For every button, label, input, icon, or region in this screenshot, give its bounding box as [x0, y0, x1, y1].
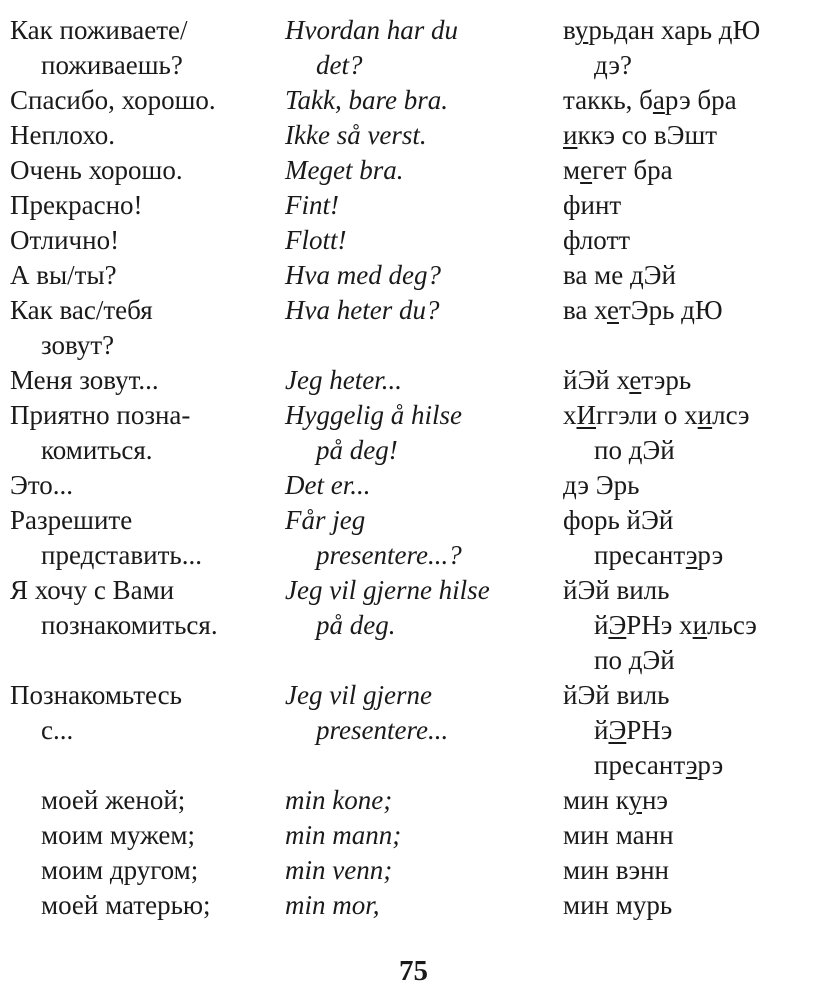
pronunciation-line [563, 853, 825, 888]
norwegian-line: presentere...? [316, 540, 462, 570]
russian-line: А вы/ты? [10, 260, 117, 290]
stressed-vowel: а [652, 85, 665, 115]
pronunciation-line [563, 363, 825, 398]
russian-phrase [10, 783, 285, 818]
phrase-row [10, 818, 825, 853]
phrase-row [10, 573, 825, 678]
pronunciation [563, 363, 825, 398]
russian-line: комиться. [41, 435, 153, 465]
norwegian-phrase [285, 888, 563, 923]
norwegian-phrase [285, 83, 563, 118]
pronunciation-text: таккь, б [563, 85, 653, 115]
stressed-vowel: Э [608, 610, 627, 640]
russian-phrase [10, 83, 285, 118]
pronunciation-line [563, 83, 825, 118]
phrase-row [10, 853, 825, 888]
pronunciation [563, 888, 825, 923]
pronunciation-text: рэ [697, 750, 724, 780]
pronunciation-line [563, 713, 825, 748]
pronunciation-text: льсэ [707, 610, 757, 640]
pronunciation [563, 83, 825, 118]
russian-line: познакомиться. [41, 610, 218, 640]
norwegian-phrase [285, 363, 563, 398]
russian-line: Познакомьтесь [10, 680, 182, 710]
norwegian-line: Hyggelig å hilse [285, 400, 462, 430]
pronunciation-line [563, 468, 825, 503]
stressed-vowel: э [685, 540, 698, 570]
norwegian-phrase [285, 573, 563, 678]
russian-phrase [10, 888, 285, 923]
pronunciation [563, 398, 825, 468]
pronunciation-text: тЭрь дЮ [618, 295, 723, 325]
pronunciation-text: гет бра [592, 155, 673, 185]
russian-phrase [10, 363, 285, 398]
pronunciation [563, 853, 825, 888]
russian-phrase [10, 223, 285, 258]
pronunciation-line [563, 888, 825, 923]
phrase-row [10, 678, 825, 783]
pronunciation-text: флотт [563, 225, 631, 255]
russian-line: моим мужем; [41, 820, 195, 850]
norwegian-line: Jeg heter... [285, 365, 402, 395]
norwegian-line: Flott! [285, 225, 347, 255]
phrase-row [10, 258, 825, 293]
pronunciation-text: йЭй виль [563, 680, 670, 710]
pronunciation-line [563, 223, 825, 258]
pronunciation [563, 153, 825, 188]
russian-phrase [10, 678, 285, 783]
pronunciation-text: лсэ [712, 400, 750, 430]
pronunciation-text: по дЭй [594, 435, 675, 465]
pronunciation [563, 573, 825, 678]
pronunciation-text: рэ бра [664, 85, 737, 115]
russian-line: Как поживаете/ [10, 15, 188, 45]
russian-phrase [10, 503, 285, 573]
norwegian-line: Ikke så verst. [285, 120, 427, 150]
pronunciation-text: мин вэнн [563, 855, 669, 885]
pronunciation-text: рэ [697, 540, 724, 570]
pronunciation-line [563, 818, 825, 853]
norwegian-phrase [285, 13, 563, 83]
phrase-row [10, 363, 825, 398]
russian-line: Очень хорошо. [10, 155, 183, 185]
russian-line: Отлично! [10, 225, 120, 255]
norwegian-phrase [285, 223, 563, 258]
pronunciation-line [563, 398, 825, 433]
norwegian-line: Jeg vil gjerne [285, 680, 432, 710]
norwegian-phrase [285, 293, 563, 363]
pronunciation [563, 468, 825, 503]
pronunciation-line [563, 13, 825, 48]
russian-line: Разрешите [10, 505, 133, 535]
russian-phrase [10, 153, 285, 188]
russian-phrase [10, 573, 285, 678]
pronunciation-text: форь йЭй [563, 505, 674, 535]
pronunciation-text: йЭй виль [563, 575, 670, 605]
pronunciation-text: нэ [641, 785, 669, 815]
pronunciation-line [563, 783, 825, 818]
pronunciation-line [563, 118, 825, 153]
russian-phrase [10, 853, 285, 888]
stressed-vowel: Э [608, 715, 627, 745]
norwegian-phrase [285, 818, 563, 853]
pronunciation-text: ггэли о х [596, 400, 698, 430]
stressed-vowel: е [629, 365, 642, 395]
norwegian-phrase [285, 188, 563, 223]
russian-line: поживаешь? [41, 50, 183, 80]
stressed-vowel: и [563, 120, 578, 150]
norwegian-line: Fint! [285, 190, 339, 220]
stressed-vowel: И [576, 400, 596, 430]
pronunciation-text: тэрь [641, 365, 692, 395]
pronunciation [563, 258, 825, 293]
norwegian-line: Får jeg [285, 505, 366, 535]
phrase-row [10, 293, 825, 363]
norwegian-phrase [285, 678, 563, 783]
norwegian-phrase [285, 398, 563, 468]
pronunciation-line [563, 573, 825, 608]
pronunciation-text: РНэ х [626, 610, 693, 640]
pronunciation [563, 678, 825, 783]
norwegian-line: Hva heter du? [285, 295, 440, 325]
pronunciation-text: мин мурь [563, 890, 673, 920]
pronunciation-text: х [563, 400, 577, 430]
russian-phrase [10, 258, 285, 293]
norwegian-line: min mann; [285, 820, 402, 850]
norwegian-line: presentere... [316, 715, 449, 745]
russian-line: зовут? [41, 330, 115, 360]
pronunciation-line [563, 538, 825, 573]
pronunciation-line [563, 503, 825, 538]
norwegian-line: Hvordan har du [285, 15, 458, 45]
norwegian-phrase [285, 853, 563, 888]
pronunciation-text: йЭй х [563, 365, 630, 395]
norwegian-line: på deg! [316, 435, 398, 465]
stressed-vowel: и [697, 400, 713, 430]
pronunciation [563, 13, 825, 83]
pronunciation [563, 118, 825, 153]
pronunciation-text: пресант [594, 540, 686, 570]
pronunciation-text: ккэ со вЭшт [577, 120, 718, 150]
norwegian-line: min venn; [285, 855, 393, 885]
pronunciation-text: РНэ [626, 715, 673, 745]
phrase-row [10, 503, 825, 573]
phrasebook-table [10, 13, 825, 923]
norwegian-phrase [285, 153, 563, 188]
russian-line: моим другом; [41, 855, 199, 885]
russian-phrase [10, 468, 285, 503]
russian-line: моей женой; [41, 785, 186, 815]
pronunciation-text: пресант [594, 750, 686, 780]
phrase-row [10, 118, 825, 153]
norwegian-phrase [285, 118, 563, 153]
russian-line: Неплохо. [10, 120, 115, 150]
russian-line: Меня зовут... [10, 365, 159, 395]
pronunciation-text: рьдан харь дЮ [588, 15, 761, 45]
phrase-row [10, 13, 825, 83]
pronunciation-text: м [563, 155, 581, 185]
page-number: 75 [399, 955, 428, 987]
pronunciation-text: й [594, 715, 609, 745]
russian-line: Это... [10, 470, 74, 500]
norwegian-phrase [285, 258, 563, 293]
russian-line: Спасибо, хорошо. [10, 85, 216, 115]
norwegian-line: min kone; [285, 785, 393, 815]
pronunciation-line [563, 608, 825, 643]
pronunciation [563, 293, 825, 363]
russian-phrase [10, 188, 285, 223]
russian-line: Приятно позна- [10, 400, 191, 430]
russian-phrase [10, 818, 285, 853]
pronunciation-line [563, 188, 825, 223]
pronunciation-line [563, 258, 825, 293]
norwegian-line: Hva med deg? [285, 260, 441, 290]
russian-line: с... [41, 715, 74, 745]
pronunciation [563, 188, 825, 223]
russian-line: моей матерью; [41, 890, 211, 920]
russian-line: Как вас/тебя [10, 295, 153, 325]
pronunciation [563, 503, 825, 573]
norwegian-line: på deg. [316, 610, 396, 640]
russian-line: Прекрасно! [10, 190, 143, 220]
pronunciation-line [563, 643, 825, 678]
russian-phrase [10, 118, 285, 153]
pronunciation-text: ва х [563, 295, 607, 325]
pronunciation [563, 223, 825, 258]
pronunciation-line [563, 433, 825, 468]
phrase-row [10, 223, 825, 258]
pronunciation-line [563, 678, 825, 713]
pronunciation-line [563, 48, 825, 83]
pronunciation-text: мин манн [563, 820, 674, 850]
pronunciation-text: в [563, 15, 575, 45]
phrase-row [10, 83, 825, 118]
russian-phrase [10, 13, 285, 83]
norwegian-phrase [285, 503, 563, 573]
stressed-vowel: у [628, 785, 642, 815]
pronunciation-text: мин к [563, 785, 629, 815]
pronunciation-text: й [594, 610, 609, 640]
norwegian-line: det? [316, 50, 363, 80]
stressed-vowel: е [606, 295, 619, 325]
pronunciation-line [563, 153, 825, 188]
phrase-row [10, 783, 825, 818]
phrase-row [10, 468, 825, 503]
pronunciation-text: ва ме дЭй [563, 260, 676, 290]
pronunciation-text: по дЭй [594, 645, 675, 675]
norwegian-phrase [285, 468, 563, 503]
stressed-vowel: э [685, 750, 698, 780]
stressed-vowel: и [692, 610, 708, 640]
phrase-row [10, 398, 825, 468]
russian-line: Я хочу с Вами [10, 575, 175, 605]
russian-phrase [10, 398, 285, 468]
pronunciation-line [563, 748, 825, 783]
norwegian-line: Meget bra. [285, 155, 404, 185]
pronunciation [563, 818, 825, 853]
pronunciation-text: дэ? [594, 50, 632, 80]
norwegian-line: Det er... [285, 470, 371, 500]
russian-phrase [10, 293, 285, 363]
pronunciation [563, 783, 825, 818]
phrase-row [10, 153, 825, 188]
norwegian-phrase [285, 783, 563, 818]
stressed-vowel: у [574, 15, 589, 45]
pronunciation-line [563, 293, 825, 328]
norwegian-line: Jeg vil gjerne hilse [285, 575, 490, 605]
phrase-row [10, 888, 825, 923]
pronunciation-text: финт [563, 190, 622, 220]
phrase-row [10, 188, 825, 223]
norwegian-line: Takk, bare bra. [285, 85, 449, 115]
stressed-vowel: е [580, 155, 593, 185]
pronunciation-text: дэ Эрь [563, 470, 640, 500]
norwegian-line: min mor, [285, 890, 380, 920]
russian-line: представить... [41, 540, 202, 570]
